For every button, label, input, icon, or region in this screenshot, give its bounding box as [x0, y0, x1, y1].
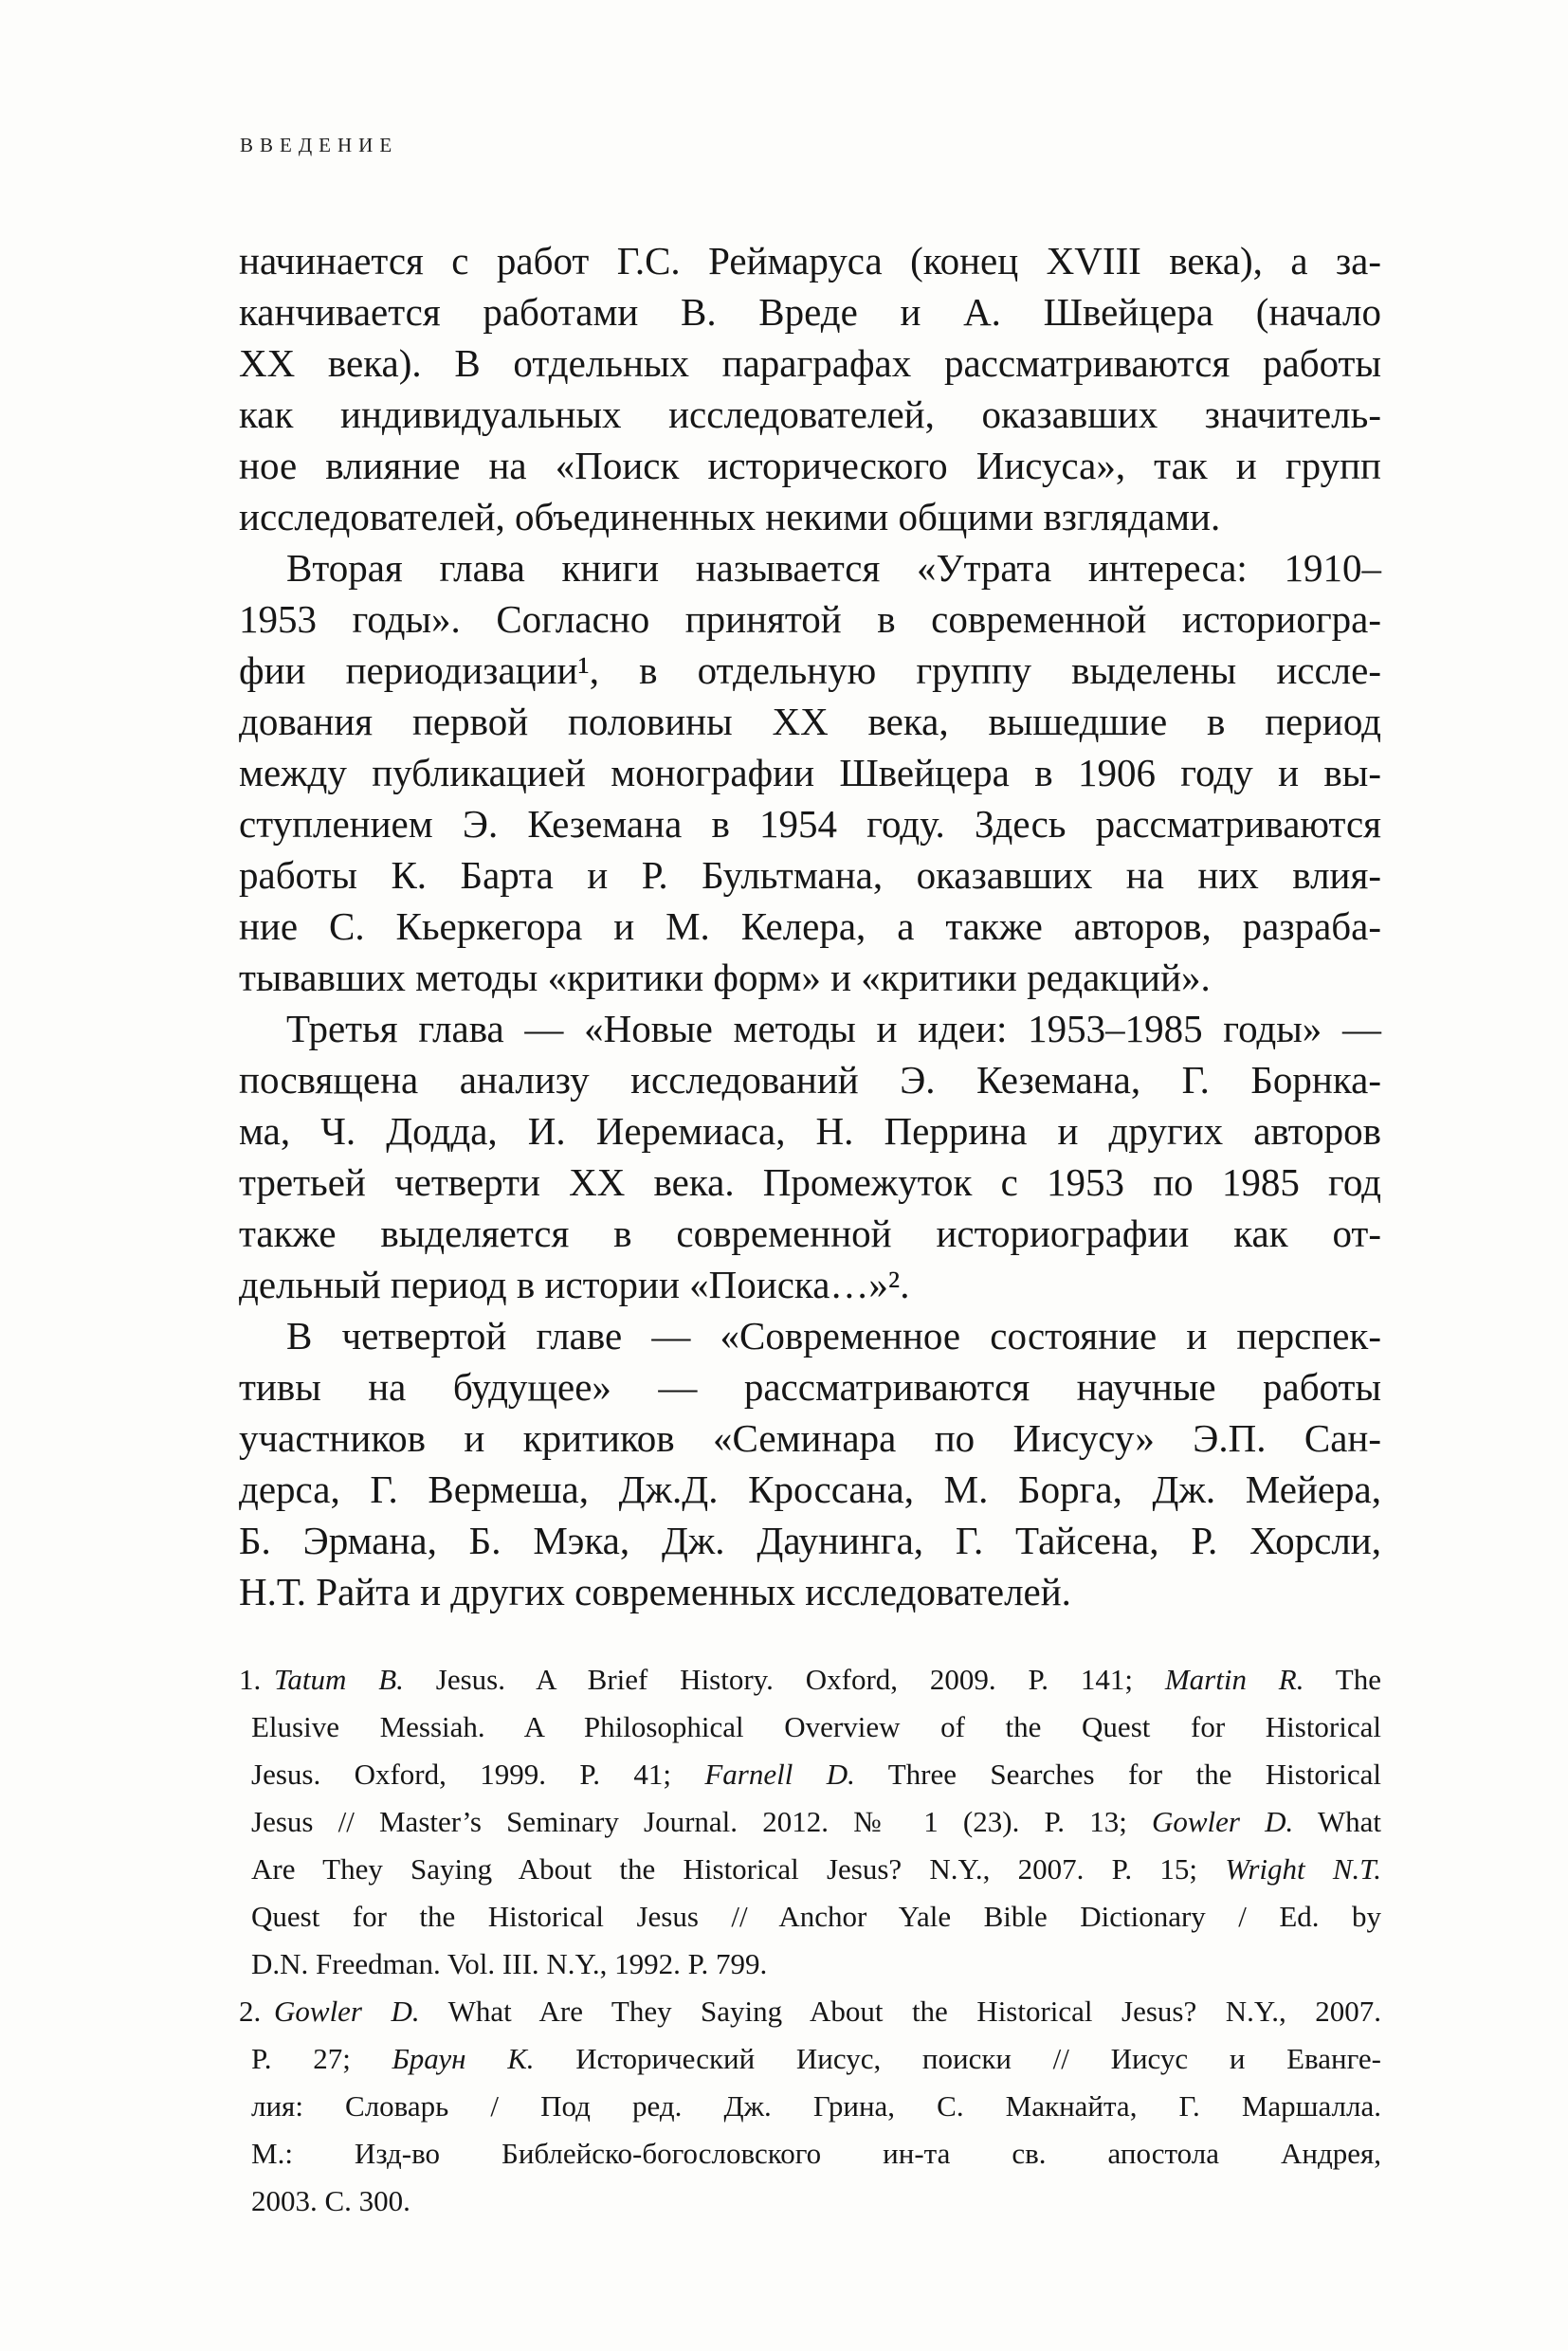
footnote — [239, 1988, 1381, 2225]
body-text — [239, 235, 1381, 1617]
paragraph — [239, 542, 1381, 1003]
text-line: дования первой половины XX века, вышедшие в период — [239, 700, 1381, 743]
footnote-segment: Tatum B. — [274, 1663, 404, 1696]
text-line: работы К. Барта и Р. Бультмана, оказавших на них влия- — [239, 853, 1381, 897]
text-line: начинается с работ Г.С. Реймаруса (конец XVIII века), а за- — [239, 239, 1381, 282]
text-line: XX века). В отдельных параграфах рассматриваются работы — [239, 341, 1381, 385]
paragraph — [239, 235, 1381, 542]
footnote-line — [239, 1798, 1381, 1846]
footnote-number: 2. — [239, 1995, 262, 2028]
footnote-line — [239, 2130, 1381, 2178]
footnote-line — [239, 1656, 1381, 1704]
footnote-segment: What — [1293, 1805, 1381, 1838]
footnote-segment: Three Searches for the Historical — [854, 1758, 1381, 1791]
footnote-segment: Jesus. A Brief History. Oxford, 2009. P. 141; — [403, 1663, 1165, 1696]
footnote-line — [239, 2083, 1381, 2130]
footnote-segment: Gowler D. — [274, 1995, 420, 2028]
text-line: ние С. Кьеркегора и М. Келера, а также авторов, разраба- — [239, 904, 1381, 948]
footnote-segment: Are They Saying About the Historical Jesus? N.Y., 2007. P. 15; — [251, 1852, 1226, 1886]
footnote-segment: Gowler D. — [1151, 1805, 1294, 1838]
footnote-segment: 2003. С. 300. — [251, 2184, 410, 2217]
text-line: дерса, Г. Вермеша, Дж.Д. Кроссана, М. Борга, Дж. Мейера, — [239, 1467, 1381, 1511]
text-line: участников и критиков «Семинара по Иисусу» Э.П. Сан- — [239, 1416, 1381, 1460]
footnote-line — [239, 1846, 1381, 1893]
text-line: Н.Т. Райта и других современных исследователей. — [239, 1570, 1071, 1613]
footnote-segment: Jesus // Master’s Seminary Journal. 2012. № 1 (23). P. 13; — [251, 1805, 1152, 1838]
footnote-segment: Elusive Messiah. A Philosophical Overview of the Quest for Historical — [251, 1710, 1381, 1743]
running-head: ВВЕДЕНИЕ — [240, 134, 399, 156]
text-line: Б. Эрмана, Б. Мэка, Дж. Даунинга, Г. Тайсена, Р. Хорсли, — [239, 1519, 1381, 1562]
footnote-line — [239, 2035, 1381, 2083]
footnote-number: 1. — [239, 1663, 262, 1696]
text-line: ма, Ч. Додда, И. Иеремиаса, Н. Перрина и других авторов — [239, 1109, 1381, 1153]
text-line: 1953 годы». Согласно принятой в современной историогра- — [239, 597, 1381, 641]
footnote-segment: Martin R. — [1164, 1663, 1304, 1696]
footnote-line — [239, 2178, 1381, 2225]
text-line: канчивается работами В. Вреде и А. Швейцера (начало — [239, 290, 1381, 334]
text-line: между публикацией монографии Швейцера в 1906 году и вы- — [239, 751, 1381, 794]
footnotes-section — [239, 1656, 1381, 2225]
text-line: тивы на будущее» — рассматриваются научные работы — [239, 1365, 1381, 1409]
footnote-segment: Браун К. — [392, 2042, 535, 2075]
footnote-segment: D.N. Freedman. Vol. III. N.Y., 1992. P. 799. — [251, 1947, 768, 1980]
text-line: как индивидуальных исследователей, оказавших значитель- — [239, 392, 1381, 436]
footnote-line — [239, 1751, 1381, 1798]
text-line: третьей четверти XX века. Промежуток с 1953 по 1985 год — [239, 1160, 1381, 1204]
footnote-segment: Farnell D. — [704, 1758, 855, 1791]
text-line: дельный период в истории «Поиска…»². — [239, 1263, 910, 1306]
footnote — [239, 1656, 1381, 1988]
footnote-segment: Quest for the Historical Jesus // Anchor Yale Bible Dictionary / Ed. by — [251, 1900, 1381, 1933]
footnote-segment: Исторический Иисус, поиски // Иисус и Еванге- — [534, 2042, 1381, 2075]
footnote-line — [239, 1704, 1381, 1751]
footnote-line — [239, 1893, 1381, 1941]
text-line: фии периодизации¹, в отдельную группу выделены иссле- — [239, 648, 1381, 692]
footnote-segment: Wright N.T. — [1225, 1852, 1381, 1886]
text-line: В четвертой главе — «Современное состояние и перспек- — [286, 1314, 1381, 1358]
text-line: Третья глава — «Новые методы и идеи: 1953–1985 годы» — — [286, 1007, 1381, 1050]
footnote-segment: What Are They Saying About the Historical Jesus? N.Y., 2007. — [419, 1995, 1382, 2028]
footnote-line — [239, 1941, 1381, 1988]
footnote-segment: лия: Словарь / Под ред. Дж. Грина, С. Макнайта, Г. Маршалла. — [251, 2089, 1381, 2123]
footnote-segment: М.: Изд-во Библейско-богословского ин-та св. апостола Андрея, — [251, 2137, 1381, 2170]
footnote-line — [239, 1988, 1381, 2035]
text-line: посвящена анализу исследований Э. Кеземана, Г. Борнка- — [239, 1058, 1381, 1102]
text-line: Вторая глава книги называется «Утрата интереса: 1910– — [286, 546, 1381, 590]
text-line: тывавших методы «критики форм» и «критики редакций». — [239, 956, 1211, 999]
text-line: ное влияние на «Поиск исторического Иисуса», так и групп — [239, 444, 1381, 487]
footnote-segment: Jesus. Oxford, 1999. P. 41; — [251, 1758, 705, 1791]
text-line: исследователей, объединенных некими общими взглядами. — [239, 495, 1221, 538]
text-line: также выделяется в современной историографии как от- — [239, 1212, 1381, 1255]
footnote-segment: The — [1304, 1663, 1381, 1696]
text-line: ступлением Э. Кеземана в 1954 году. Здесь рассматриваются — [239, 802, 1381, 846]
paragraph — [239, 1003, 1381, 1310]
paragraph — [239, 1310, 1381, 1617]
footnote-segment: P. 27; — [251, 2042, 392, 2075]
